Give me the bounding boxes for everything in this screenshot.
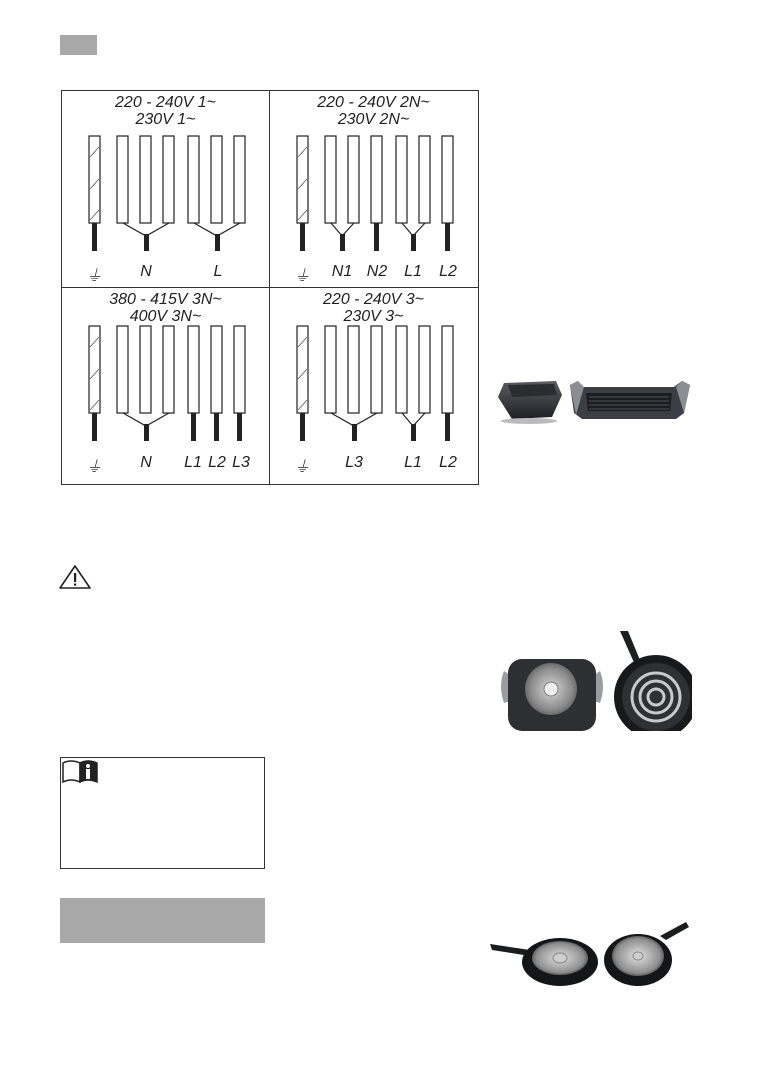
cell-nominal-title: 230V 3~ xyxy=(343,308,404,325)
cell-voltage-title: 380 - 415V 3N~ xyxy=(109,291,222,308)
header-tab xyxy=(60,35,97,55)
terminal-label: L3 xyxy=(232,454,250,471)
cell-nominal-title: 400V 3N~ xyxy=(129,308,202,325)
roasting-dish-and-grill-photo xyxy=(494,375,694,427)
terminal-labels xyxy=(270,454,477,474)
earth-ground-icon: ⏚ xyxy=(293,459,311,476)
cell-nominal-title: 230V 2N~ xyxy=(337,111,410,128)
terminal-label: N xyxy=(140,263,152,280)
earth-ground-icon: ⏚ xyxy=(293,268,311,285)
wiring-diagram-grid xyxy=(61,90,479,485)
terminal-label: L2 xyxy=(208,454,226,471)
cell-voltage-title: 220 - 240V 1~ xyxy=(115,94,216,111)
terminal-label: L2 xyxy=(439,454,457,471)
cell-voltage-title: 220 - 240V 2N~ xyxy=(317,94,430,111)
manual-info-icon xyxy=(61,758,101,786)
terminal-labels xyxy=(62,454,269,474)
terminal-labels xyxy=(62,263,269,283)
wiring-cell-two-phase-neutral xyxy=(270,91,477,287)
info-note-box xyxy=(60,757,265,869)
terminal-label: N xyxy=(140,454,152,471)
cell-voltage-title: 220 - 240V 3~ xyxy=(323,291,424,308)
terminal-label: L1 xyxy=(404,263,422,280)
wiring-cell-three-phase xyxy=(270,288,477,484)
grill-and-pan-base-photo xyxy=(496,631,692,731)
terminal-label: N1 xyxy=(331,263,353,280)
terminal-label: L1 xyxy=(184,454,202,471)
earth-ground-icon: ⏚ xyxy=(85,268,103,285)
wiring-cell-three-phase-neutral xyxy=(62,288,269,484)
earth-ground-icon: ⏚ xyxy=(85,459,103,476)
frying-pans-photo xyxy=(490,918,690,988)
terminal-label: L1 xyxy=(404,454,422,471)
warning-triangle-icon xyxy=(58,563,92,591)
wiring-cell-single-phase xyxy=(62,91,269,287)
terminal-label: L3 xyxy=(345,454,363,471)
cell-nominal-title: 230V 1~ xyxy=(135,111,196,128)
terminal-labels xyxy=(270,263,477,283)
terminal-block-diagram xyxy=(62,91,269,287)
terminal-label: L xyxy=(213,263,223,280)
terminal-label: L2 xyxy=(439,263,457,280)
terminal-block-diagram xyxy=(270,91,477,287)
section-header-bar xyxy=(60,898,265,943)
terminal-label: N2 xyxy=(366,263,388,280)
